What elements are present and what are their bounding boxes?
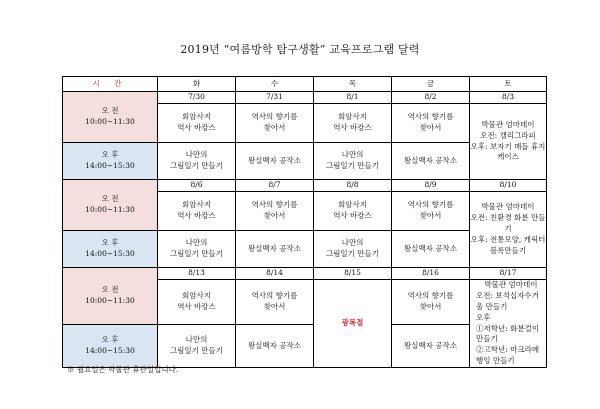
sat-line: 블록만들기 (489, 245, 527, 255)
closure-note: ※ 월요일은 박물관 휴관일입니다. (67, 365, 179, 374)
program-line: 그림일기 만들기 (169, 346, 224, 356)
header-row (63, 77, 547, 92)
date-cell: 8/9 (392, 180, 470, 192)
program-cell (158, 192, 236, 231)
am-time-cell (63, 92, 158, 143)
sat-line: ②고학년: 마크라메행잉 만들기 (476, 345, 540, 366)
program-line: 역사 바캉스 (177, 123, 216, 132)
saturday-program-cell (470, 280, 547, 368)
sat-line: 오후: 보자기 매듭 휴지케이스 (470, 141, 546, 162)
program-cell (236, 231, 314, 268)
date-cell: 8/2 (392, 92, 470, 104)
day-header-thu: 목 (314, 77, 392, 92)
program-line: 찾아서 (419, 211, 442, 220)
holiday-cell: 광복절 (314, 280, 392, 368)
am-hours: 10:00~11:30 (85, 205, 135, 214)
program-line: 역사의 향기를 (407, 112, 454, 122)
am-label: 오 전 (101, 106, 119, 116)
program-line: 나만의 (185, 150, 208, 160)
program-line: 왕실백자 공작소 (247, 243, 302, 253)
program-cell (314, 143, 392, 180)
sat-line: 오전: 보석십자수거울 만들기 (476, 290, 539, 311)
program-line: 나만의 (185, 335, 208, 345)
program-line: 회암사지 (338, 200, 367, 210)
page-title: 2019년 “여름방학 탐구생활” 교육프로그램 달력 (180, 43, 420, 56)
date-cell: 8/3 (470, 92, 547, 104)
program-cell (236, 325, 314, 368)
pm-time-cell (63, 231, 158, 268)
pm-hours: 14:00~15:30 (85, 249, 135, 258)
sat-line: 박물관 엄마데이 (481, 202, 535, 212)
am-time-cell (63, 268, 158, 325)
saturday-program-cell (470, 104, 547, 180)
program-line: 찾아서 (263, 123, 286, 132)
time-header: 시 간 (63, 77, 158, 92)
pm-time-cell (63, 325, 158, 368)
program-line: 왕실백자 공작소 (403, 155, 458, 165)
sat-line: ①저학년: 화분걸이 만들기 (476, 323, 540, 344)
program-cell (392, 104, 470, 143)
date-cell: 7/30 (158, 92, 236, 104)
date-cell: 8/10 (470, 180, 547, 192)
program-line: 나만의 (341, 238, 364, 248)
program-cell (158, 280, 236, 325)
program-cell (158, 143, 236, 180)
program-cell (392, 192, 470, 231)
program-line: 왕실백자 공작소 (403, 243, 458, 253)
program-line: 회암사지 (182, 291, 211, 301)
program-line: 그림일기 만들기 (325, 161, 380, 170)
program-line: 역사의 향기를 (251, 200, 298, 210)
program-line: 그림일기 만들기 (169, 161, 224, 170)
program-cell (236, 143, 314, 180)
program-line: 회암사지 (182, 112, 211, 122)
day-header-wed: 수 (236, 77, 314, 92)
program-line: 찾아서 (419, 302, 442, 312)
date-cell: 8/16 (392, 268, 470, 280)
sat-line: 오전: 친환경 화분 만들기 (470, 213, 546, 234)
program-line: 찾아서 (263, 211, 286, 220)
am-label: 오 전 (101, 285, 119, 295)
program-line: 역사 바캉스 (333, 123, 372, 132)
pm-hours: 14:00~15:30 (85, 346, 135, 356)
date-cell: 8/1 (314, 92, 392, 104)
am-hours: 10:00~11:30 (85, 296, 135, 306)
program-line: 나만의 (185, 238, 208, 248)
program-cell (392, 143, 470, 180)
program-line: 왕실백자 공작소 (247, 155, 302, 165)
date-cell: 8/14 (236, 268, 314, 280)
date-cell: 8/8 (314, 180, 392, 192)
day-header-tue: 화 (158, 77, 236, 92)
sat-line: 오후: 전통모양, 캐릭터 (470, 234, 546, 244)
sat-line: 박물관 엄마데이 (484, 280, 538, 289)
program-line: 역사 바캉스 (177, 302, 216, 312)
program-line: 역사의 향기를 (251, 112, 298, 122)
program-cell (314, 104, 392, 143)
date-cell: 8/7 (236, 180, 314, 192)
program-line: 찾아서 (419, 123, 442, 132)
program-line: 역사 바캉스 (177, 211, 216, 220)
program-cell (158, 325, 236, 368)
program-cell (314, 231, 392, 268)
program-line: 왕실백자 공작소 (403, 340, 458, 350)
day-header-sat: 토 (470, 77, 547, 92)
pm-time-cell (63, 143, 158, 180)
program-cell (392, 280, 470, 325)
program-cell (158, 231, 236, 268)
saturday-program-cell (470, 192, 547, 268)
date-row (63, 92, 547, 104)
program-calendar (62, 76, 547, 368)
sat-line: 오전: 캘리그라피 (480, 130, 536, 140)
program-line: 역사 바캉스 (333, 211, 372, 220)
am-time-cell (63, 180, 158, 231)
date-cell: 8/6 (158, 180, 236, 192)
program-line: 회암사지 (338, 112, 367, 122)
date-cell: 8/13 (158, 268, 236, 280)
program-cell (158, 104, 236, 143)
sat-line: 박물관 엄마데이 (481, 119, 535, 129)
pm-label: 오 후 (101, 335, 119, 345)
sat-line: 오후 (476, 312, 491, 322)
am-hours: 10:00~11:30 (85, 117, 135, 126)
program-line: 역사의 향기를 (251, 291, 298, 301)
am-label: 오 전 (101, 194, 119, 204)
program-line: 왕실백자 공작소 (247, 340, 302, 350)
program-cell (392, 325, 470, 368)
program-line: 그림일기 만들기 (325, 249, 380, 258)
program-cell (314, 192, 392, 231)
program-line: 회암사지 (182, 200, 211, 210)
date-cell: 8/15 (314, 268, 392, 280)
program-line: 나만의 (341, 150, 364, 160)
pm-label: 오 후 (101, 238, 119, 248)
program-line: 찾아서 (263, 302, 286, 312)
date-cell: 8/17 (470, 268, 547, 280)
date-row (63, 268, 547, 280)
program-line: 역사의 향기를 (407, 291, 454, 301)
program-cell (392, 231, 470, 268)
program-cell (236, 192, 314, 231)
pm-label: 오 후 (101, 150, 119, 160)
date-cell: 7/31 (236, 92, 314, 104)
program-cell (236, 280, 314, 325)
day-header-fri: 금 (392, 77, 470, 92)
program-line: 그림일기 만들기 (169, 249, 224, 258)
program-line: 역사의 향기를 (407, 200, 454, 210)
pm-hours: 14:00~15:30 (85, 161, 135, 170)
date-row (63, 180, 547, 192)
program-cell (236, 104, 314, 143)
